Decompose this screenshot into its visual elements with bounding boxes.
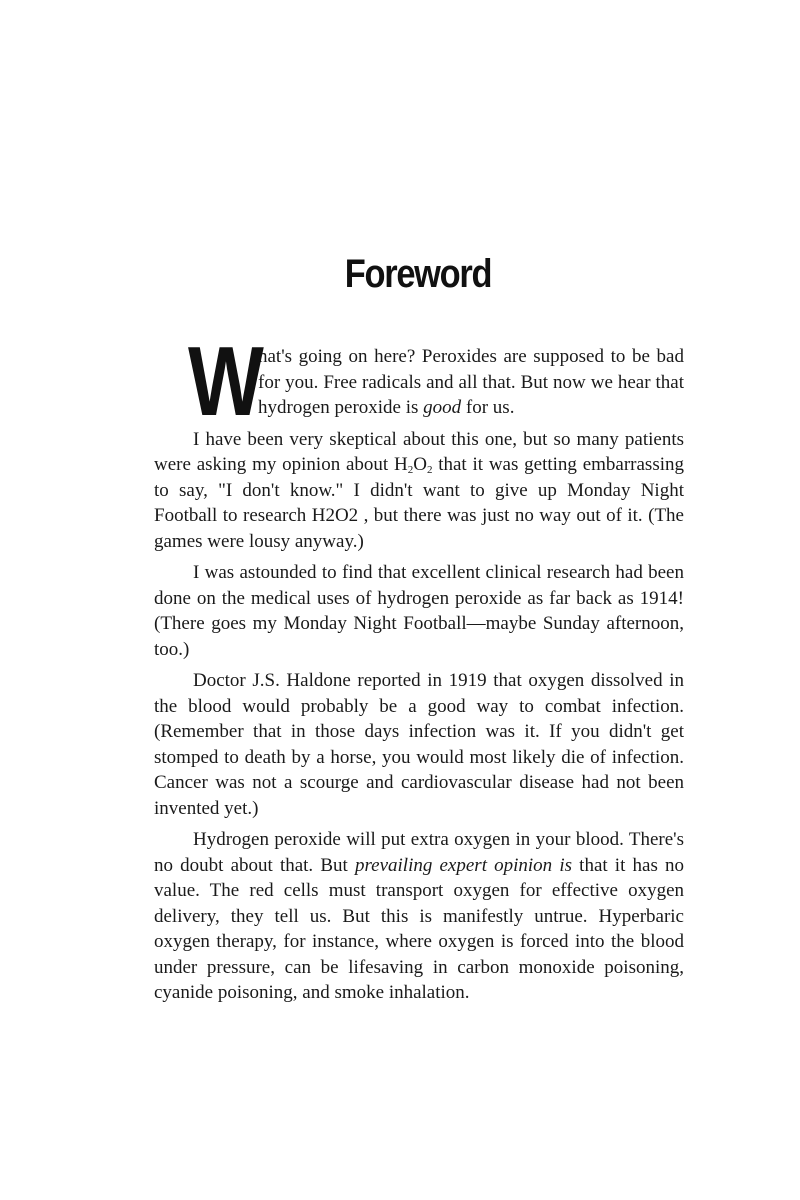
foreword-body [154,326,685,1012]
subscript-2a: 2 [407,464,414,476]
paragraph-3: I was astounded to find that excellent clinical research had been done on the medical uses of hydrogen peroxide as far back as 1914! (There goes my Monday Night Football—maybe Sunday afternoon, too.) [154,562,684,660]
paragraph-5-text-a: Hydrogen peroxide will put extra oxygen in your blood. There's no doubt about that. But [154,829,684,876]
paragraph-2-text-b: that it was getting embarrassing to say, "I don't know." I didn't want to give up Monday Night Football to research H2O2 , but there was just no way out of it. (The games were lousy anyway.) [154,454,685,552]
chapter-title: Foreword [344,252,492,296]
paragraph-5-text-b: that it has no value. The red cells must transport oxygen for effective oxygen delivery, they tell us. But this is manifestly untrue. Hyperbaric oxygen therapy, for instance, where oxygen is forced into the blood under pressure, can be lifesaving in carbon monoxide poisoning, cyanide poisoning, and smoke inhalation. [154,854,684,1003]
paragraph-1-text-b: for us. [461,397,515,418]
paragraph-5 [154,827,684,1006]
paragraph-2-text-a: I have been very skeptical about this one, but so many patients were asking my opinion about H [154,428,684,475]
formula-oxygen: O [413,454,427,475]
paragraph-1-emphasis: good [423,397,462,418]
subscript-2b: 2 [426,464,433,476]
paragraph-1-text-a: hat's going on here? Peroxides are supposed to be bad for you. Free radicals and all that. But now we hear that hydrogen peroxide is [258,346,684,418]
paragraph-4: Doctor J.S. Haldone reported in 1919 that oxygen dissolved in the blood would probably be a good way to combat infection. (Remember that in those days infection was it. If you didn't get stomped to death by a horse, you would most likely die of infection. Cancer was not a scourge and cardiovascular disease had not been invented yet.) [154,670,684,819]
paragraph-2 [154,427,684,555]
drop-cap: W [188,326,264,436]
paragraph-5-emphasis: prevailing expert opinion is [354,854,573,876]
paragraph-1 [154,326,684,436]
